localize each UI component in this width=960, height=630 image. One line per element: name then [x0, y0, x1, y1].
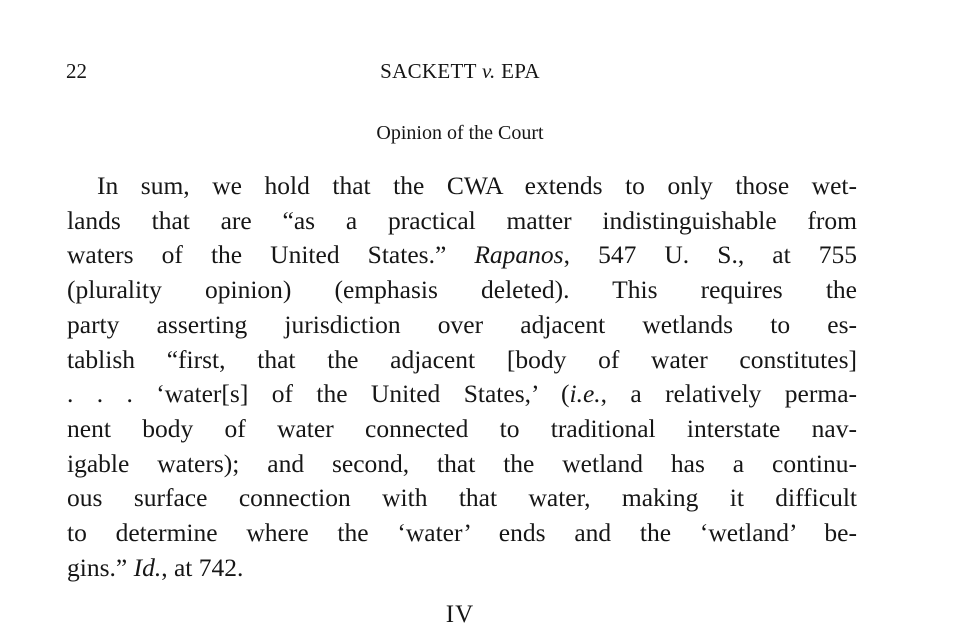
- text-line: . . . ‘water[s] of the United States,’ (i.e., a relatively perma-: [67, 379, 858, 409]
- text-line: igable waters); and second, that the wetland has a continu-: [67, 448, 857, 478]
- text-line: lands that are “as a practical matter indistinguishable from: [67, 205, 857, 235]
- text-line: In sum, we hold that the CWA extends to only those wet-: [97, 171, 857, 200]
- text-line: to determine where the ‘water’ ends and the ‘wetland’ be-: [67, 518, 857, 548]
- section-numeral: IV: [445, 601, 475, 628]
- text-line: tablish “first, that the adjacent [body of water constitutes]: [67, 344, 857, 374]
- case-party-1: SACKETT: [380, 59, 477, 83]
- case-versus: v.: [481, 59, 496, 83]
- latin-abbreviation: i.e.: [569, 379, 601, 409]
- text-line: nent body of water connected to traditional interstate nav-: [67, 413, 857, 443]
- text-line: gins.” Id., at 742.: [67, 552, 244, 582]
- opinion-paragraph: [67, 169, 857, 585]
- case-citation: Rapanos: [474, 240, 564, 270]
- page-number: 22: [66, 59, 87, 83]
- case-party-2: EPA: [501, 59, 540, 83]
- case-citation: Id.: [133, 552, 162, 582]
- text-line: ous surface connection with that water, making it difficult: [67, 483, 857, 513]
- running-head: [0, 58, 920, 84]
- text-line: (plurality opinion) (emphasis deleted). This requires the: [67, 275, 857, 305]
- opinion-subheading: Opinion of the Court: [376, 122, 544, 144]
- text-line: waters of the United States.” Rapanos, 547 U. S., at 755: [67, 240, 858, 270]
- text-line: party asserting jurisdiction over adjacent wetlands to es-: [67, 309, 857, 339]
